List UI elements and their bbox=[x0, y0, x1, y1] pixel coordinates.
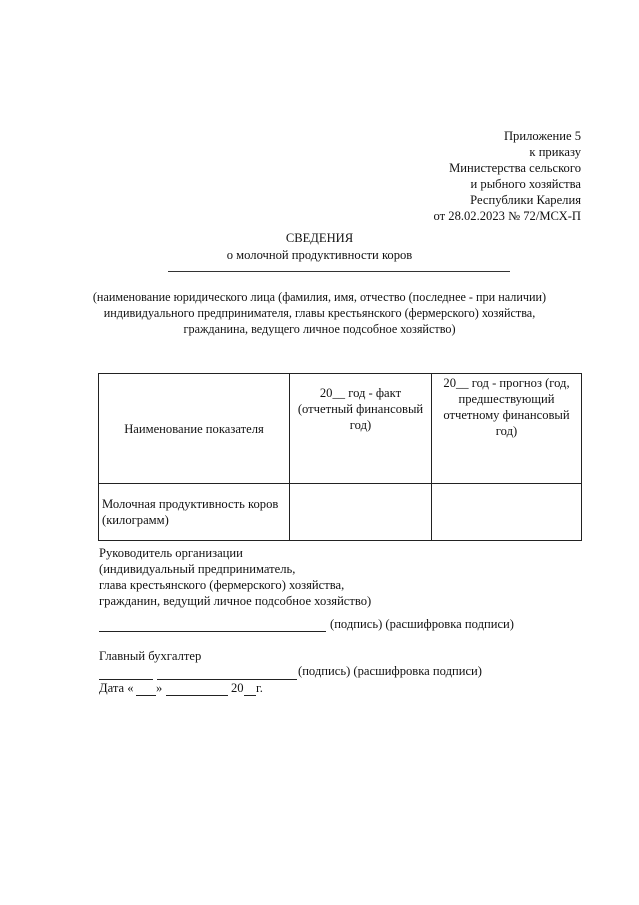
row-fact-value-cell[interactable] bbox=[290, 484, 432, 541]
date-mid: » bbox=[156, 681, 163, 695]
header-indicator-label: Наименование показателя bbox=[124, 421, 264, 436]
header-forecast-line: предшествующий bbox=[458, 392, 555, 406]
header-fact-line: (отчетный финансовый bbox=[297, 402, 424, 416]
head-title-line: Руководитель организации bbox=[99, 546, 243, 560]
header-cell-forecast bbox=[432, 374, 582, 484]
title-line-2: о молочной продуктивности коров bbox=[226, 248, 413, 262]
accountant-name-field[interactable] bbox=[157, 679, 297, 680]
note-line-1: (наименование юридического лица (фамилия, имя, отчество (последнее - при наличии) bbox=[92, 290, 547, 304]
accountant-signature-label: (подпись) (расшифровка подписи) bbox=[298, 664, 482, 678]
head-signature-field[interactable] bbox=[99, 631, 326, 632]
approval-line: Приложение 5 bbox=[503, 129, 581, 143]
accountant-signature-field[interactable] bbox=[99, 679, 153, 680]
document-title bbox=[0, 230, 639, 264]
approval-line: Министерства сельского bbox=[449, 161, 581, 175]
approval-block bbox=[433, 128, 581, 224]
table-row bbox=[99, 484, 582, 541]
date-suffix: г. bbox=[256, 681, 263, 695]
row-indicator-cell bbox=[99, 484, 290, 541]
date-day-field[interactable] bbox=[136, 695, 156, 696]
note-line-2: индивидуального предпринимателя, главы крестьянского (фермерского) хозяйства, bbox=[103, 306, 536, 320]
header-forecast-line: 20__ год - прогноз (год, bbox=[443, 376, 570, 390]
title-line-1: СВЕДЕНИЯ bbox=[285, 231, 354, 245]
approval-line: Республики Карелия bbox=[470, 193, 581, 207]
approval-line: к приказу bbox=[529, 145, 581, 159]
date-year-prefix: 20 bbox=[231, 681, 244, 695]
head-title-line: (индивидуальный предприниматель, bbox=[99, 562, 296, 576]
header-fact-line: год) bbox=[349, 418, 372, 432]
entity-name-note bbox=[0, 289, 639, 337]
approval-line: от 28.02.2023 № 72/МСХ-П bbox=[433, 209, 581, 223]
table-header-row bbox=[99, 374, 582, 484]
header-forecast-line: отчетному финансовый bbox=[443, 408, 570, 422]
date-prefix: Дата « bbox=[99, 681, 134, 695]
date-month-field[interactable] bbox=[166, 695, 228, 696]
head-signature-label: (подпись) (расшифровка подписи) bbox=[330, 617, 514, 631]
productivity-table bbox=[98, 373, 582, 541]
date-year-field[interactable] bbox=[244, 695, 256, 696]
header-cell-fact bbox=[290, 374, 432, 484]
row-forecast-value-cell[interactable] bbox=[432, 484, 582, 541]
row-indicator-line: Молочная продуктивность коров bbox=[102, 497, 279, 511]
head-signature-block bbox=[99, 545, 371, 609]
head-title-line: гражданин, ведущий личное подсобное хозяйство) bbox=[99, 594, 372, 608]
head-title-line: глава крестьянского (фермерского) хозяйства, bbox=[99, 578, 345, 592]
accountant-title: Главный бухгалтер bbox=[99, 649, 202, 663]
header-fact-line: 20__ год - факт bbox=[319, 386, 402, 400]
approval-line: и рыбного хозяйства bbox=[470, 177, 581, 191]
header-cell-indicator bbox=[99, 374, 290, 484]
note-line-3: гражданина, ведущего личное подсобное хозяйство) bbox=[183, 322, 456, 336]
header-forecast-line: год) bbox=[495, 424, 518, 438]
entity-name-field[interactable] bbox=[168, 271, 510, 272]
row-indicator-line: (килограмм) bbox=[102, 513, 169, 527]
